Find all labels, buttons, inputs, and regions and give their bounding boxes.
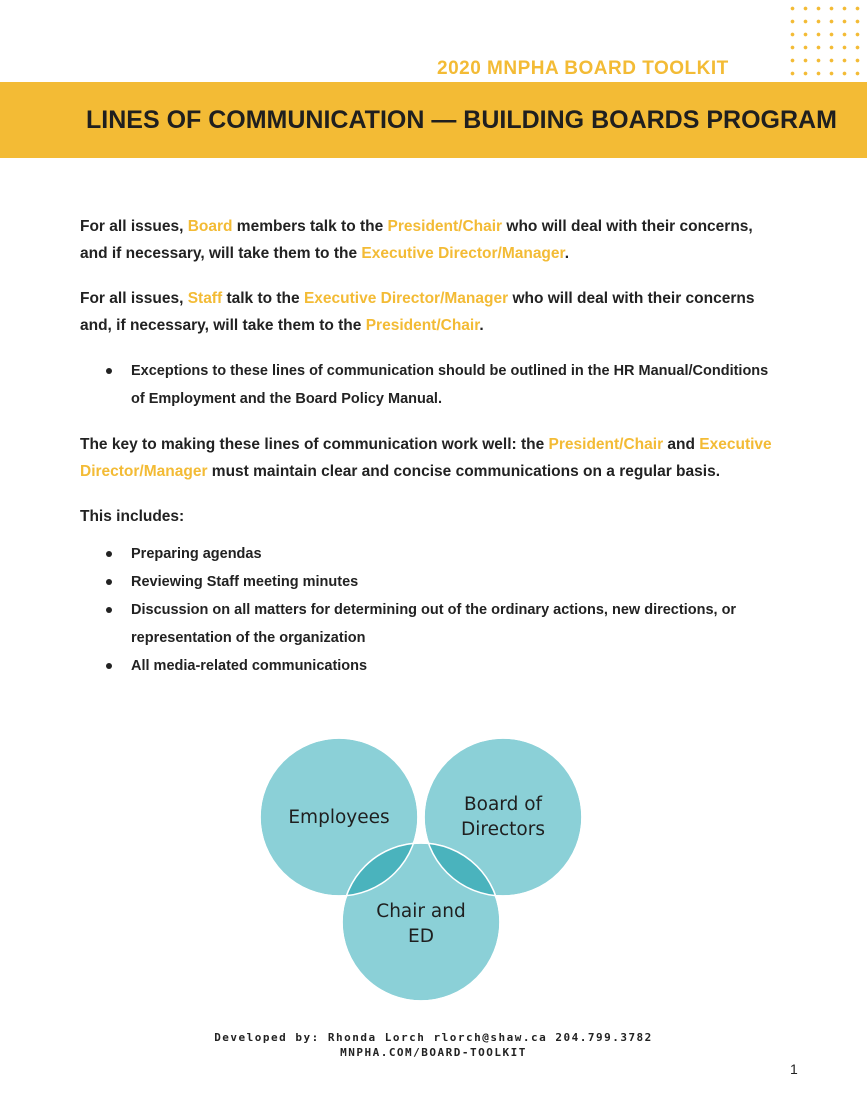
text: members talk to the [232, 218, 388, 235]
list-item: All media-related communications [80, 652, 780, 680]
text: For all issues, [80, 290, 188, 307]
highlight-executive-director: Executive Director/Manager [303, 290, 509, 307]
paragraph-this-includes: This includes: [80, 508, 185, 525]
list-item: Preparing agendas [80, 540, 780, 568]
footer-website: MNPHA.COM/BOARD-TOOLKIT [340, 1046, 527, 1059]
highlight-president-chair: President/Chair [387, 218, 503, 235]
highlight-executive-director: Executive Director/Manager [80, 436, 772, 480]
circle-label: Chair and [376, 901, 466, 922]
text: For all issues, [80, 218, 188, 235]
text: must maintain clear and concise communications on a regular basis. [207, 463, 720, 480]
circle-label: Employees [288, 807, 390, 828]
list-item: Exceptions to these lines of communication should be outlined in the HR Manual/Conditions of Employment and the Board Policy Manual. [80, 357, 780, 413]
page-number: 1 [790, 1061, 798, 1077]
highlight-president-chair: President/Chair [548, 436, 664, 453]
circle-label: ED [408, 926, 434, 947]
text: . [564, 245, 570, 262]
text: The key to making these lines of communication work well: the [80, 436, 549, 453]
highlight-board: Board [187, 218, 233, 235]
text: talk to the [222, 290, 304, 307]
text: . [479, 317, 484, 334]
text: who will deal with their concerns, and if necessary, will take them to the [80, 218, 753, 262]
toolkit-title: 2020 MNPHA BOARD TOOLKIT [437, 58, 729, 79]
text: and [663, 436, 700, 453]
highlight-staff: Staff [187, 290, 223, 307]
page-title: LINES OF COMMUNICATION — BUILDING BOARDS PROGRAM [86, 106, 837, 134]
highlight-president-chair: President/Chair [365, 317, 480, 334]
circle-label: Board of [463, 794, 543, 815]
circle-label: Directors [461, 819, 545, 840]
footer-developed-by: Developed by: Rhonda Lorch rlorch@shaw.ca 204.799.3782 [214, 1031, 653, 1044]
highlight-executive-director: Executive Director/Manager [361, 245, 565, 262]
list-item: Reviewing Staff meeting minutes [80, 568, 780, 596]
list-item: Discussion on all matters for determining out of the ordinary actions, new directions, or representation of the organization [80, 596, 780, 652]
text: who will deal with their concerns and, if necessary, will take them to the [80, 290, 755, 334]
